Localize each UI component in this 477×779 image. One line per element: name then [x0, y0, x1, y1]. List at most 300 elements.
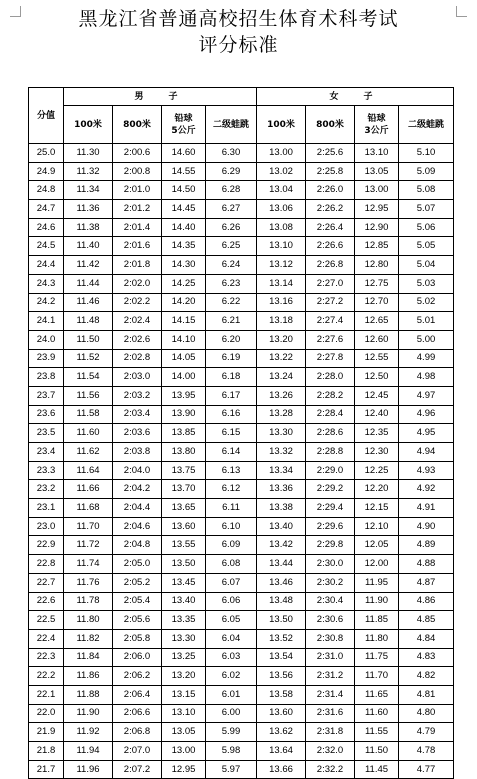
female-frog-jump-cell: 4.89: [399, 536, 454, 555]
female-100m-cell: 13.38: [257, 499, 306, 518]
female-frog-jump-cell: 4.99: [399, 349, 454, 368]
male-shot-put-cell: 13.35: [162, 611, 206, 630]
female-frog-jump-cell: 4.88: [399, 555, 454, 574]
female-800m-cell: 2:29.6: [306, 517, 355, 536]
female-100m-cell: 13.40: [257, 517, 306, 536]
male-100m-cell: 11.40: [64, 237, 113, 256]
female-800m-cell: 2:30.0: [306, 555, 355, 574]
score-cell: 24.4: [29, 256, 64, 275]
male-frog-jump-cell: 6.09: [206, 536, 257, 555]
female-frog-jump-cell: 4.94: [399, 443, 454, 462]
female-800m-cell: 2:28.8: [306, 443, 355, 462]
female-100m-cell: 13.60: [257, 704, 306, 723]
male-frog-jump-cell: 6.25: [206, 237, 257, 256]
female-shot-put-cell: 11.60: [355, 704, 399, 723]
male-100m-cell: 11.30: [64, 144, 113, 163]
female-frog-jump-cell: 5.01: [399, 312, 454, 331]
female-100m-cell: 13.62: [257, 723, 306, 742]
male-100m-cell: 11.34: [64, 181, 113, 200]
table-row: [29, 667, 454, 686]
female-shot-put-cell: 11.55: [355, 723, 399, 742]
female-100m-cell: 13.32: [257, 443, 306, 462]
female-shot-put-cell: 12.70: [355, 293, 399, 312]
male-100m-cell: 11.46: [64, 293, 113, 312]
male-800m-cell: 2:01.6: [113, 237, 162, 256]
table-row: [29, 685, 454, 704]
male-frog-jump-cell: 6.19: [206, 349, 257, 368]
score-cell: 22.8: [29, 555, 64, 574]
female-100m-cell: 13.50: [257, 611, 306, 630]
male-100m-cell: 11.58: [64, 405, 113, 424]
male-800m-cell: 2:01.2: [113, 200, 162, 219]
male-800m-cell: 2:06.4: [113, 685, 162, 704]
female-frog-jump-cell: 4.95: [399, 424, 454, 443]
female-shot-put-cell: 11.75: [355, 648, 399, 667]
female-frog-jump-cell: 4.86: [399, 592, 454, 611]
score-cell: 22.5: [29, 611, 64, 630]
table-row: [29, 256, 454, 275]
female-frog-jump-cell: 4.97: [399, 386, 454, 405]
male-shot-put-cell: 13.05: [162, 723, 206, 742]
male-100m-cell: 11.70: [64, 517, 113, 536]
female-800m-cell: 2:30.8: [306, 629, 355, 648]
male-frog-jump-cell: 6.17: [206, 386, 257, 405]
male-shot-put-cell: 14.25: [162, 274, 206, 293]
male-800m-cell: 2:05.4: [113, 592, 162, 611]
male-800m-cell: 2:06.0: [113, 648, 162, 667]
table-row: [29, 237, 454, 256]
table-row: [29, 181, 454, 200]
female-800m-cell: 2:31.4: [306, 685, 355, 704]
female-frog-jump-cell: 5.10: [399, 144, 454, 163]
female-shot-put-header: [355, 106, 399, 144]
male-100m-cell: 11.52: [64, 349, 113, 368]
female-100m-cell: 13.12: [257, 256, 306, 275]
score-cell: 23.5: [29, 424, 64, 443]
female-800m-cell: 2:27.4: [306, 312, 355, 331]
female-800m-cell: 2:26.4: [306, 218, 355, 237]
table-row: [29, 555, 454, 574]
male-800m-cell: 2:02.8: [113, 349, 162, 368]
female-frog-jump-cell: 4.85: [399, 611, 454, 630]
score-cell: 23.8: [29, 368, 64, 387]
female-100m-cell: 13.02: [257, 162, 306, 181]
female-800m-cell: 2:26.0: [306, 181, 355, 200]
table-row: [29, 592, 454, 611]
female-shot-weight: 3公斤: [364, 125, 389, 136]
female-shot-put-cell: 12.90: [355, 218, 399, 237]
female-frog-jump-cell: 4.81: [399, 685, 454, 704]
male-shot-put-cell: 14.20: [162, 293, 206, 312]
male-frog-jump-cell: 6.16: [206, 405, 257, 424]
female-800m-cell: 2:25.6: [306, 144, 355, 163]
female-100m-cell: 13.42: [257, 536, 306, 555]
table-row: [29, 200, 454, 219]
score-cell: 22.7: [29, 573, 64, 592]
female-800m-cell: 2:25.8: [306, 162, 355, 181]
score-cell: 24.6: [29, 218, 64, 237]
score-cell: 23.6: [29, 405, 64, 424]
male-100m-cell: 11.68: [64, 499, 113, 518]
table-row: [29, 162, 454, 181]
male-800m-cell: 2:04.2: [113, 480, 162, 499]
female-shot-put-cell: 12.35: [355, 424, 399, 443]
male-frog-jump-cell: 6.22: [206, 293, 257, 312]
male-shot-put-cell: 14.15: [162, 312, 206, 331]
male-frog-jump-cell: 6.30: [206, 144, 257, 163]
male-frog-jump-cell: 6.12: [206, 480, 257, 499]
female-shot-put-cell: 13.00: [355, 181, 399, 200]
male-shot-put-cell: 12.95: [162, 760, 206, 779]
male-100m-cell: 11.74: [64, 555, 113, 574]
male-frog-jump-cell: 6.06: [206, 592, 257, 611]
male-100m-cell: 11.76: [64, 573, 113, 592]
female-shot-put-cell: 12.25: [355, 461, 399, 480]
female-group-header: 女 子: [257, 88, 454, 106]
female-frog-jump-cell: 4.93: [399, 461, 454, 480]
table-row: [29, 723, 454, 742]
male-shot-put-cell: 14.40: [162, 218, 206, 237]
female-shot-put-cell: 13.05: [355, 162, 399, 181]
male-800m-cell: 2:05.0: [113, 555, 162, 574]
female-frog-jump-cell: 5.08: [399, 181, 454, 200]
male-frog-jump-cell: 6.15: [206, 424, 257, 443]
male-100m-cell: 11.38: [64, 218, 113, 237]
female-shot-put-cell: 12.95: [355, 200, 399, 219]
female-shot-put-cell: 12.15: [355, 499, 399, 518]
score-cell: 22.9: [29, 536, 64, 555]
male-100m-cell: 11.96: [64, 760, 113, 779]
female-100m-cell: 13.10: [257, 237, 306, 256]
table-row: [29, 330, 454, 349]
male-frog-jump-cell: 6.18: [206, 368, 257, 387]
female-100m-cell: 13.18: [257, 312, 306, 331]
male-100m-cell: 11.78: [64, 592, 113, 611]
female-800m-cell: 2:27.2: [306, 293, 355, 312]
female-100m-cell: 13.20: [257, 330, 306, 349]
score-cell: 22.0: [29, 704, 64, 723]
male-100m-cell: 11.84: [64, 648, 113, 667]
female-shot-put-cell: 11.80: [355, 629, 399, 648]
table-row: [29, 144, 454, 163]
male-800m-cell: 2:06.2: [113, 667, 162, 686]
female-frog-jump-cell: 5.06: [399, 218, 454, 237]
female-800m-cell: 2:28.2: [306, 386, 355, 405]
table-row: [29, 480, 454, 499]
male-100m-cell: 11.42: [64, 256, 113, 275]
male-100m-cell: 11.54: [64, 368, 113, 387]
female-shot-put-cell: 12.20: [355, 480, 399, 499]
male-800m-cell: 2:02.0: [113, 274, 162, 293]
male-shot-put-cell: 14.55: [162, 162, 206, 181]
score-cell: 21.7: [29, 760, 64, 779]
female-shot-put-cell: 12.60: [355, 330, 399, 349]
male-shot-weight: 5公斤: [171, 125, 196, 136]
male-800m-cell: 2:03.6: [113, 424, 162, 443]
male-shot-put-cell: 13.00: [162, 742, 206, 761]
female-frog-jump-cell: 4.90: [399, 517, 454, 536]
table-row: [29, 274, 454, 293]
male-800m-cell: 2:03.0: [113, 368, 162, 387]
male-100m-cell: 11.64: [64, 461, 113, 480]
score-column-header: 分值: [29, 88, 64, 144]
table-row: [29, 461, 454, 480]
score-cell: 23.9: [29, 349, 64, 368]
male-800m-header: 800米: [113, 106, 162, 144]
male-frog-jump-cell: 6.04: [206, 629, 257, 648]
female-frog-jump-header: 二级蛙跳: [399, 106, 454, 144]
male-shot-put-cell: 13.45: [162, 573, 206, 592]
female-shot-put-cell: 12.55: [355, 349, 399, 368]
male-shot-put-cell: 14.45: [162, 200, 206, 219]
female-frog-jump-cell: 5.02: [399, 293, 454, 312]
male-100m-cell: 11.50: [64, 330, 113, 349]
score-cell: 24.2: [29, 293, 64, 312]
male-frog-jump-cell: 6.28: [206, 181, 257, 200]
female-shot-label: 铅球: [367, 113, 386, 124]
female-frog-jump-cell: 5.05: [399, 237, 454, 256]
female-shot-put-cell: 12.05: [355, 536, 399, 555]
score-cell: 24.0: [29, 330, 64, 349]
female-800m-cell: 2:26.8: [306, 256, 355, 275]
female-100m-cell: 13.64: [257, 742, 306, 761]
score-cell: 25.0: [29, 144, 64, 163]
female-frog-jump-cell: 4.96: [399, 405, 454, 424]
score-cell: 23.4: [29, 443, 64, 462]
score-cell: 24.3: [29, 274, 64, 293]
male-shot-put-cell: 14.00: [162, 368, 206, 387]
male-frog-jump-cell: 6.23: [206, 274, 257, 293]
table-row: [29, 424, 454, 443]
female-100m-cell: 13.54: [257, 648, 306, 667]
male-800m-cell: 2:00.8: [113, 162, 162, 181]
female-800m-cell: 2:29.8: [306, 536, 355, 555]
female-100m-cell: 13.28: [257, 405, 306, 424]
male-shot-put-cell: 14.10: [162, 330, 206, 349]
score-cell: 23.1: [29, 499, 64, 518]
male-frog-jump-header: 二级蛙跳: [206, 106, 257, 144]
score-cell: 24.8: [29, 181, 64, 200]
female-frog-jump-cell: 4.80: [399, 704, 454, 723]
female-shot-put-cell: 11.85: [355, 611, 399, 630]
male-frog-jump-cell: 6.05: [206, 611, 257, 630]
female-100m-cell: 13.24: [257, 368, 306, 387]
male-frog-jump-cell: 6.29: [206, 162, 257, 181]
female-100m-cell: 13.46: [257, 573, 306, 592]
female-shot-put-cell: 12.00: [355, 555, 399, 574]
table-row: [29, 293, 454, 312]
score-cell: 22.6: [29, 592, 64, 611]
female-800m-header: 800米: [306, 106, 355, 144]
male-100m-cell: 11.92: [64, 723, 113, 742]
male-shot-put-cell: 13.25: [162, 648, 206, 667]
male-100m-cell: 11.56: [64, 386, 113, 405]
female-800m-cell: 2:32.0: [306, 742, 355, 761]
female-100m-cell: 13.66: [257, 760, 306, 779]
female-frog-jump-cell: 4.84: [399, 629, 454, 648]
score-cell: 21.8: [29, 742, 64, 761]
female-100m-cell: 13.58: [257, 685, 306, 704]
female-100m-cell: 13.16: [257, 293, 306, 312]
male-100m-cell: 11.80: [64, 611, 113, 630]
female-frog-jump-cell: 5.00: [399, 330, 454, 349]
male-shot-put-cell: 13.65: [162, 499, 206, 518]
male-frog-jump-cell: 6.08: [206, 555, 257, 574]
male-800m-cell: 2:07.0: [113, 742, 162, 761]
male-frog-jump-cell: 6.20: [206, 330, 257, 349]
female-frog-jump-cell: 5.03: [399, 274, 454, 293]
table-row: [29, 760, 454, 779]
table-row: [29, 573, 454, 592]
document-subtitle: 评分标准: [198, 34, 279, 56]
female-frog-jump-cell: 4.83: [399, 648, 454, 667]
male-800m-cell: 2:05.2: [113, 573, 162, 592]
female-frog-jump-cell: 5.04: [399, 256, 454, 275]
male-800m-cell: 2:01.0: [113, 181, 162, 200]
male-100m-cell: 11.44: [64, 274, 113, 293]
female-frog-jump-cell: 4.87: [399, 573, 454, 592]
male-frog-jump-cell: 6.14: [206, 443, 257, 462]
female-100m-header: 100米: [257, 106, 306, 144]
female-800m-cell: 2:30.4: [306, 592, 355, 611]
female-100m-cell: 13.34: [257, 461, 306, 480]
male-100m-cell: 11.66: [64, 480, 113, 499]
male-800m-cell: 2:02.2: [113, 293, 162, 312]
female-shot-put-cell: 11.70: [355, 667, 399, 686]
female-shot-put-cell: 13.10: [355, 144, 399, 163]
female-800m-cell: 2:30.2: [306, 573, 355, 592]
male-frog-jump-cell: 5.97: [206, 760, 257, 779]
female-100m-cell: 13.36: [257, 480, 306, 499]
female-800m-cell: 2:27.0: [306, 274, 355, 293]
female-shot-put-cell: 12.40: [355, 405, 399, 424]
female-shot-put-cell: 12.65: [355, 312, 399, 331]
female-800m-cell: 2:26.2: [306, 200, 355, 219]
male-shot-put-cell: 13.70: [162, 480, 206, 499]
male-shot-label: 铅球: [174, 113, 193, 124]
male-frog-jump-cell: 5.99: [206, 723, 257, 742]
scoring-table: [28, 87, 454, 779]
male-frog-jump-cell: 6.27: [206, 200, 257, 219]
male-shot-put-cell: 13.50: [162, 555, 206, 574]
male-800m-cell: 2:04.6: [113, 517, 162, 536]
female-100m-cell: 13.08: [257, 218, 306, 237]
table-row: [29, 611, 454, 630]
male-800m-cell: 2:03.4: [113, 405, 162, 424]
male-shot-put-cell: 14.30: [162, 256, 206, 275]
male-shot-put-cell: 13.30: [162, 629, 206, 648]
score-cell: 22.1: [29, 685, 64, 704]
male-frog-jump-cell: 6.24: [206, 256, 257, 275]
male-800m-cell: 2:03.2: [113, 386, 162, 405]
score-cell: 21.9: [29, 723, 64, 742]
male-frog-jump-cell: 6.01: [206, 685, 257, 704]
male-800m-cell: 2:06.6: [113, 704, 162, 723]
male-shot-put-cell: 13.10: [162, 704, 206, 723]
table-row: [29, 742, 454, 761]
female-frog-jump-cell: 4.79: [399, 723, 454, 742]
table-row: [29, 386, 454, 405]
score-cell: 22.2: [29, 667, 64, 686]
male-shot-put-cell: 13.90: [162, 405, 206, 424]
female-100m-cell: 13.06: [257, 200, 306, 219]
female-shot-put-cell: 12.45: [355, 386, 399, 405]
female-shot-put-cell: 12.85: [355, 237, 399, 256]
score-cell: 23.7: [29, 386, 64, 405]
male-frog-jump-cell: 6.00: [206, 704, 257, 723]
female-100m-cell: 13.22: [257, 349, 306, 368]
male-shot-put-cell: 13.80: [162, 443, 206, 462]
female-frog-jump-cell: 4.92: [399, 480, 454, 499]
female-frog-jump-cell: 4.82: [399, 667, 454, 686]
male-frog-jump-cell: 6.07: [206, 573, 257, 592]
table-row: [29, 218, 454, 237]
male-100m-cell: 11.82: [64, 629, 113, 648]
male-frog-jump-cell: 6.13: [206, 461, 257, 480]
table-row: [29, 536, 454, 555]
table-row: [29, 629, 454, 648]
male-800m-cell: 2:06.8: [113, 723, 162, 742]
female-800m-cell: 2:30.6: [306, 611, 355, 630]
male-100m-cell: 11.72: [64, 536, 113, 555]
score-cell: 24.7: [29, 200, 64, 219]
male-800m-cell: 2:05.8: [113, 629, 162, 648]
male-100m-cell: 11.32: [64, 162, 113, 181]
male-shot-put-cell: 13.75: [162, 461, 206, 480]
male-shot-put-cell: 14.05: [162, 349, 206, 368]
female-800m-cell: 2:31.0: [306, 648, 355, 667]
female-800m-cell: 2:29.2: [306, 480, 355, 499]
female-frog-jump-cell: 4.77: [399, 760, 454, 779]
male-shot-put-cell: 13.95: [162, 386, 206, 405]
male-shot-put-cell: 13.85: [162, 424, 206, 443]
score-cell: 23.0: [29, 517, 64, 536]
score-cell: 24.9: [29, 162, 64, 181]
score-cell: 23.2: [29, 480, 64, 499]
score-cell: 24.1: [29, 312, 64, 331]
female-frog-jump-cell: 5.07: [399, 200, 454, 219]
female-800m-cell: 2:32.2: [306, 760, 355, 779]
table-row: [29, 499, 454, 518]
female-shot-put-cell: 11.65: [355, 685, 399, 704]
score-cell: 22.4: [29, 629, 64, 648]
female-800m-cell: 2:31.6: [306, 704, 355, 723]
female-800m-cell: 2:27.6: [306, 330, 355, 349]
female-800m-cell: 2:31.2: [306, 667, 355, 686]
female-shot-put-cell: 11.45: [355, 760, 399, 779]
female-shot-put-cell: 11.95: [355, 573, 399, 592]
female-frog-jump-cell: 4.91: [399, 499, 454, 518]
female-frog-jump-cell: 4.98: [399, 368, 454, 387]
female-shot-put-cell: 12.10: [355, 517, 399, 536]
male-800m-cell: 2:05.6: [113, 611, 162, 630]
male-frog-jump-cell: 6.11: [206, 499, 257, 518]
female-800m-cell: 2:28.0: [306, 368, 355, 387]
male-shot-put-cell: 13.20: [162, 667, 206, 686]
female-frog-jump-cell: 4.78: [399, 742, 454, 761]
male-shot-put-cell: 13.60: [162, 517, 206, 536]
male-800m-cell: 2:02.4: [113, 312, 162, 331]
male-100m-cell: 11.60: [64, 424, 113, 443]
female-shot-put-cell: 12.30: [355, 443, 399, 462]
female-shot-put-cell: 12.75: [355, 274, 399, 293]
female-800m-cell: 2:28.4: [306, 405, 355, 424]
male-shot-put-cell: 14.50: [162, 181, 206, 200]
male-frog-jump-cell: 6.03: [206, 648, 257, 667]
male-shot-put-cell: 13.15: [162, 685, 206, 704]
score-cell: 23.3: [29, 461, 64, 480]
table-row: [29, 349, 454, 368]
